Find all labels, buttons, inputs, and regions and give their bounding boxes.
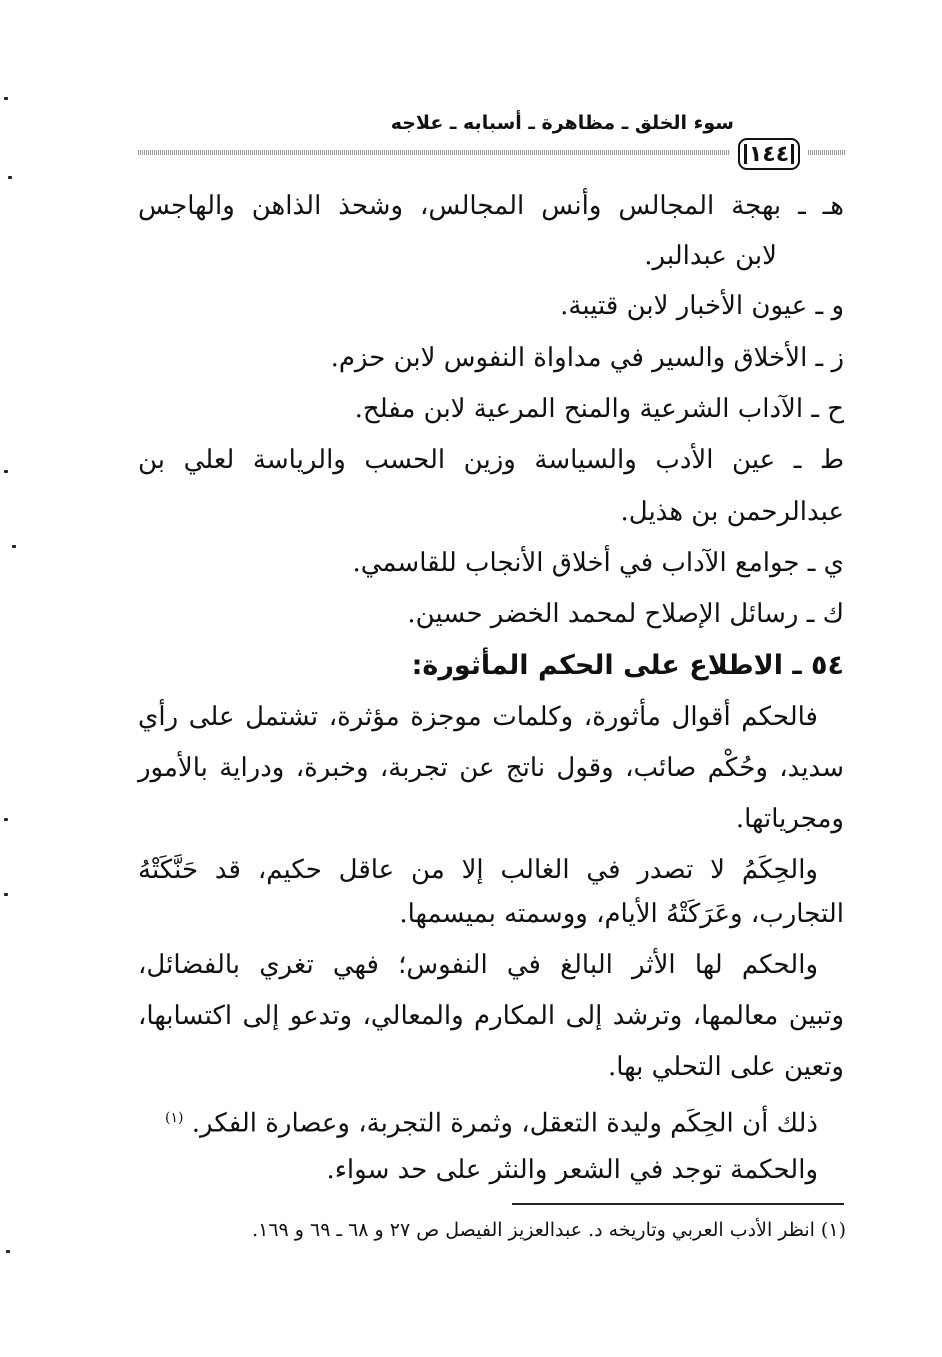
list-item-kaf: ك ـ رسائل الإصلاح لمحمد الخضر حسين.: [407, 599, 844, 629]
header-rule: [138, 150, 730, 155]
paragraph-line: وتبين معالمها، وترشد إلى المكارم والمعالي، وتدعو إلى اكتسابها،: [138, 1001, 844, 1031]
list-item-ha: هـ ـ بهجة المجالس وأنس المجالس، وشحذ الذاهن والهاجس: [138, 191, 844, 221]
paragraph-line: وتعين على التحلي بها.: [607, 1052, 844, 1082]
list-item-ha-cont: لابن عبدالبر.: [644, 241, 777, 271]
paragraph-line: والحكمة توجد في الشعر والنثر على حد سواء.: [326, 1155, 818, 1185]
scan-speck: [4, 97, 8, 100]
running-title: سوء الخلق ـ مظاهرة ـ أسبابه ـ علاجه: [390, 112, 734, 134]
paragraph-line: والحِكَمُ لا تصدر في الغالب إلا من عاقل حكيم، قد حَنَّكَتْهُ: [138, 855, 818, 885]
list-item-waw: و ـ عيون الأخبار لابن قتيبة.: [560, 291, 844, 321]
list-item-ta: ط ـ عين الأدب والسياسة وزين الحسب والرياسة لعلي بن: [138, 445, 844, 475]
paragraph-text: ذلك أن الحِكَم وليدة التعقل، وثمرة التجربة، وعصارة الفكر.: [191, 1108, 818, 1139]
footnote: (١) انظر الأدب العربي وتاريخه د. عبدالعزيز الفيصل ص ٢٧ و ٦٨ ـ ٦٩ و ١٦٩.: [252, 1219, 846, 1241]
paragraph-line: والحكم لها الأثر البالغ في النفوس؛ فهي تغري بالفضائل،: [138, 950, 818, 980]
scan-speck: [4, 470, 8, 473]
paragraph-line: سديد، وحُكْم صائب، وقول ناتج عن تجربة، وخبرة، ودراية بالأمور: [138, 753, 844, 783]
scan-speck: [4, 893, 8, 896]
page-number: ١٤٤: [738, 138, 800, 170]
paragraph-line: ومجرياتها.: [735, 804, 844, 834]
list-item-ya: ي ـ جوامع الآداب في أخلاق الأنجاب للقاسمي.: [352, 548, 844, 578]
scan-speck: [8, 176, 12, 179]
list-item-ta-cont: عبدالرحمن بن هذيل.: [620, 497, 844, 527]
section-heading: ٥٤ ـ الاطلاع على الحكم المأثورة:: [411, 650, 844, 681]
footnote-divider: [512, 1203, 844, 1205]
page-header: [138, 108, 846, 172]
scan-speck: [4, 818, 8, 821]
footnote-reference: (١): [165, 1110, 184, 1126]
list-item-zay: ز ـ الأخلاق والسير في مداواة النفوس لابن حزم.: [330, 343, 844, 373]
header-rule-right: [808, 150, 846, 155]
paragraph-line: فالحكم أقوال مأثورة، وكلمات موجزة مؤثرة، تشتمل على رأي: [138, 702, 818, 732]
scan-speck: [12, 545, 16, 548]
paragraph-line: [165, 1098, 818, 1138]
paragraph-line: التجارب، وعَرَكَتْهُ الأيام، ووسمته بميسمها.: [399, 899, 844, 929]
list-item-ha2: ح ـ الآداب الشرعية والمنح المرعية لابن مفلح.: [354, 394, 844, 424]
scan-speck: [6, 1250, 10, 1253]
